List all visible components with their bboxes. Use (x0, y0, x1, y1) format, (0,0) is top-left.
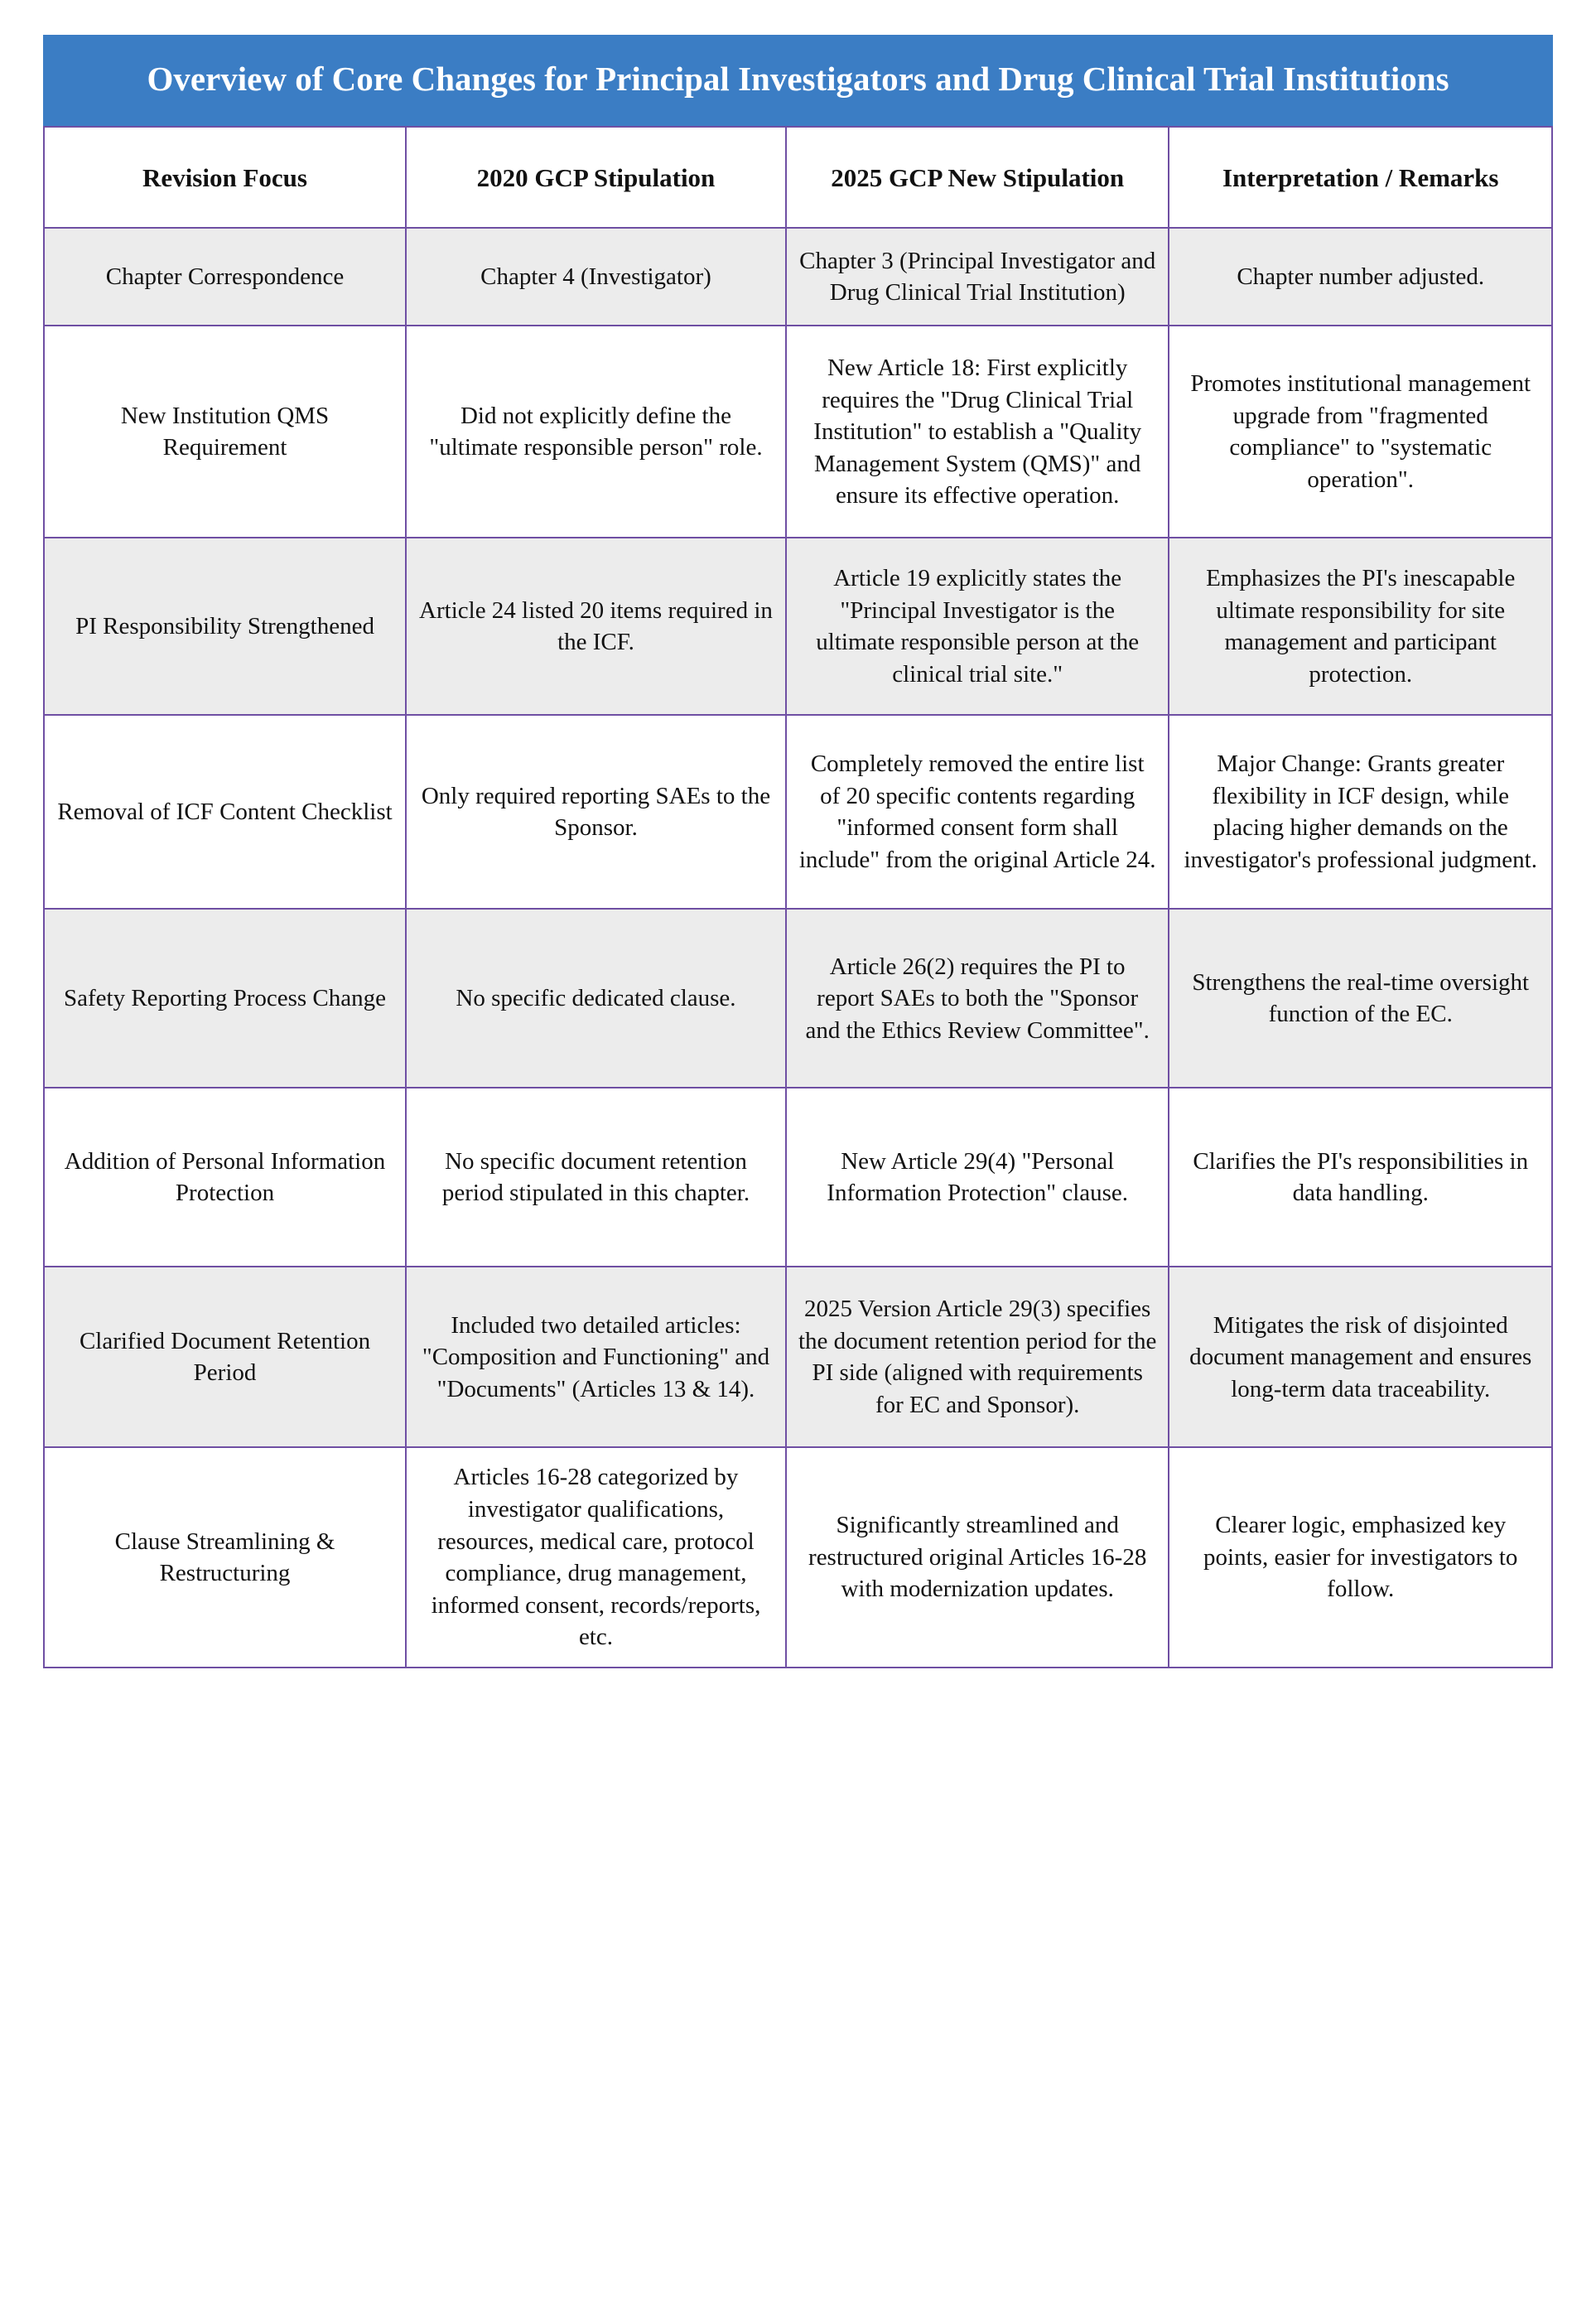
cell-2025-gcp: Chapter 3 (Principal Investigator and Drug Clinical Trial Institution) (786, 228, 1169, 326)
cell-revision-focus: Chapter Correspondence (44, 228, 406, 326)
cell-revision-focus: PI Responsibility Strengthened (44, 538, 406, 715)
column-header-remarks: Interpretation / Remarks (1169, 127, 1552, 228)
cell-2020-gcp: Included two detailed articles: "Composition and Functioning" and "Documents" (Articles 13 & 14). (406, 1267, 786, 1447)
table-row (44, 228, 1552, 326)
cell-2025-gcp: Article 19 explicitly states the "Principal Investigator is the ultimate responsible person at the clinical trial site." (786, 538, 1169, 715)
cell-remarks: Major Change: Grants greater flexibility in ICF design, while placing higher demands on the investigator's professional judgment. (1169, 715, 1552, 909)
cell-2020-gcp: No specific dedicated clause. (406, 909, 786, 1088)
cell-remarks: Chapter number adjusted. (1169, 228, 1552, 326)
cell-revision-focus: Removal of ICF Content Checklist (44, 715, 406, 909)
column-header-2025-gcp: 2025 GCP New Stipulation (786, 127, 1169, 228)
cell-revision-focus: Clause Streamlining & Restructuring (44, 1447, 406, 1667)
cell-2020-gcp: Chapter 4 (Investigator) (406, 228, 786, 326)
column-header-revision-focus: Revision Focus (44, 127, 406, 228)
cell-revision-focus: Addition of Personal Information Protection (44, 1088, 406, 1267)
cell-2020-gcp: No specific document retention period stipulated in this chapter. (406, 1088, 786, 1267)
cell-remarks: Clearer logic, emphasized key points, easier for investigators to follow. (1169, 1447, 1552, 1667)
cell-remarks: Clarifies the PI's responsibilities in data handling. (1169, 1088, 1552, 1267)
cell-revision-focus: New Institution QMS Requirement (44, 326, 406, 538)
table-header-row (44, 127, 1552, 228)
table-row (44, 909, 1552, 1088)
table-row (44, 1267, 1552, 1447)
cell-2025-gcp: Article 26(2) requires the PI to report SAEs to both the "Sponsor and the Ethics Review Committee". (786, 909, 1169, 1088)
cell-2025-gcp: Significantly streamlined and restructured original Articles 16-28 with modernization updates. (786, 1447, 1169, 1667)
document-title: Overview of Core Changes for Principal Investigators and Drug Clinical Trial Institutions (43, 35, 1553, 126)
cell-2020-gcp: Only required reporting SAEs to the Sponsor. (406, 715, 786, 909)
table-row (44, 715, 1552, 909)
table-header (44, 127, 1552, 228)
table-body (44, 228, 1552, 1667)
cell-2025-gcp: Completely removed the entire list of 20 specific contents regarding "informed consent form shall include" from the original Article 24. (786, 715, 1169, 909)
cell-2025-gcp: 2025 Version Article 29(3) specifies the document retention period for the PI side (aligned with requirements for EC and Sponsor). (786, 1267, 1169, 1447)
cell-2020-gcp: Did not explicitly define the "ultimate responsible person" role. (406, 326, 786, 538)
table-row (44, 326, 1552, 538)
column-header-2020-gcp: 2020 GCP Stipulation (406, 127, 786, 228)
table-row (44, 538, 1552, 715)
cell-revision-focus: Safety Reporting Process Change (44, 909, 406, 1088)
cell-2020-gcp: Article 24 listed 20 items required in the ICF. (406, 538, 786, 715)
cell-remarks: Mitigates the risk of disjointed document management and ensures long-term data traceability. (1169, 1267, 1552, 1447)
cell-remarks: Strengthens the real-time oversight function of the EC. (1169, 909, 1552, 1088)
cell-2025-gcp: New Article 18: First explicitly requires the "Drug Clinical Trial Institution" to establish a "Quality Management System (QMS)" and ensure its effective operation. (786, 326, 1169, 538)
cell-2020-gcp: Articles 16-28 categorized by investigator qualifications, resources, medical care, protocol compliance, drug management, informed consent, records/reports, etc. (406, 1447, 786, 1667)
table-row (44, 1447, 1552, 1667)
table-row (44, 1088, 1552, 1267)
core-changes-table (43, 126, 1553, 1668)
cell-remarks: Emphasizes the PI's inescapable ultimate responsibility for site management and participant protection. (1169, 538, 1552, 715)
cell-remarks: Promotes institutional management upgrade from "fragmented compliance" to "systematic operation". (1169, 326, 1552, 538)
cell-revision-focus: Clarified Document Retention Period (44, 1267, 406, 1447)
cell-2025-gcp: New Article 29(4) "Personal Information Protection" clause. (786, 1088, 1169, 1267)
